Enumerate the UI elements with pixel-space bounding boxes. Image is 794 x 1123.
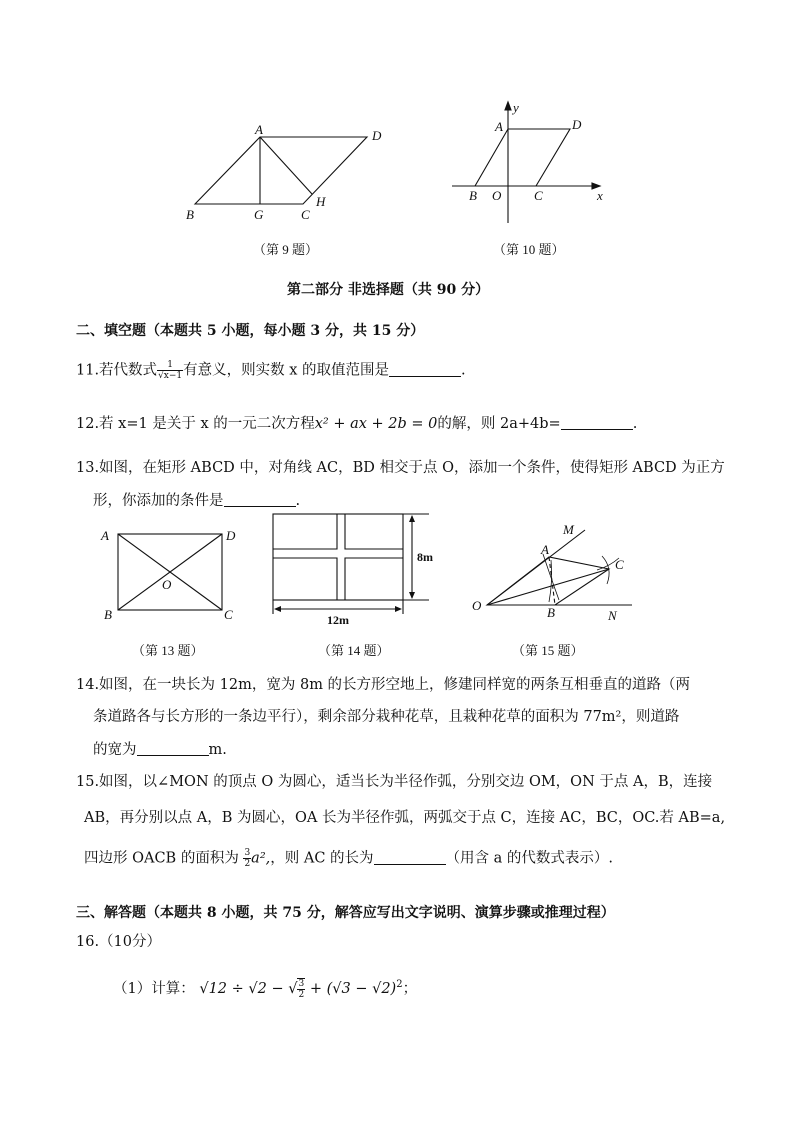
fig10-label-x: x: [597, 188, 603, 203]
q12-prefix: 12.若 x=1 是关于 x 的一元二次方程: [76, 416, 315, 432]
arrow-down: [409, 592, 415, 599]
fig15-label-b: B: [547, 605, 555, 620]
question-11: [76, 360, 466, 381]
figure-9-drawing: [175, 118, 395, 228]
fig10-label-d: D: [572, 117, 582, 132]
figure-14: [265, 508, 445, 633]
parallelogram-abcd: [475, 129, 570, 186]
q11-frac-denominator: √x−1: [158, 371, 183, 381]
q12-equation: x² + ax + 2b = 0: [314, 416, 438, 432]
q13-line2-prefix: 形，你添加的条件是: [93, 493, 224, 509]
arrow-right: [395, 606, 402, 612]
q15-line3-prefix: 四边形 OACB 的面积为: [84, 850, 239, 867]
construction-arcs-ab: [543, 554, 559, 602]
figure-13-caption: （第 13 题）: [132, 643, 204, 658]
q15-area-numerator: 3: [244, 848, 251, 858]
q16-expression-b: + (√3 − √2): [309, 980, 397, 997]
q13-end: .: [295, 493, 301, 509]
q12-end: .: [632, 416, 638, 432]
arrow-left: [274, 606, 281, 612]
parallelogram-abcd: [195, 137, 367, 204]
q16-expression-end: ；: [402, 980, 418, 997]
fig14-height-label: 8m: [417, 550, 433, 564]
q11-suffix: 有意义，则实数 x 的取值范围是: [183, 362, 390, 379]
q15-answer-blank[interactable]: [374, 850, 446, 865]
fig15-label-o: O: [472, 598, 482, 613]
q16-sqrt-fraction: [288, 978, 305, 1000]
q11-answer-blank[interactable]: [389, 362, 461, 377]
fig15-label-m: M: [563, 522, 574, 537]
fig9-label-a: A: [255, 122, 263, 137]
q12-suffix: 的解，则 2a+4b=: [437, 416, 561, 432]
fig15-label-n: N: [608, 608, 617, 623]
figure-14-drawing: [265, 508, 445, 633]
q16-part1-label: （1）计算：: [113, 980, 195, 997]
fig10-label-o: O: [492, 188, 502, 203]
figure-13-drawing: [95, 522, 245, 627]
question-15-line-3: [84, 848, 613, 869]
fig13-label-b: B: [104, 607, 112, 622]
quadrilateral-oacb: [487, 557, 609, 605]
fig13-label-d: D: [226, 528, 236, 543]
fig15-label-c: C: [615, 557, 624, 572]
figure-15: [467, 518, 637, 630]
question-15-line-2: AB，再分别以点 A，B 为圆心，OA 长为半径作弧，两弧交于点 C，连接 AC，BC，OC.若 AB=a,: [84, 810, 726, 826]
fig13-label-o: O: [162, 577, 172, 592]
q16-sqrt-frac: [297, 978, 305, 1000]
figure-9: [175, 118, 395, 228]
q11-frac-numerator: 1: [157, 360, 183, 371]
fig10-label-a: A: [495, 119, 503, 134]
segment-ah: [260, 137, 312, 194]
section-3-heading: 三、解答题（本题共 8 小题，共 75 分，解答应写出文字说明、演算步骤或推理过程）: [76, 905, 615, 921]
fig10-label-c: C: [534, 188, 543, 203]
field-rectangle: [273, 514, 403, 600]
fig9-label-g: G: [254, 207, 264, 222]
fig14-width-label: 12m: [327, 613, 349, 627]
fig15-label-a: A: [541, 542, 549, 557]
fig9-label-d: D: [372, 128, 382, 143]
segment-oc: [487, 569, 609, 605]
q14-line3-prefix: 的宽为: [93, 742, 137, 758]
q16-sqrt-frac-denominator: 2: [298, 989, 305, 1000]
q15-area-fraction: [243, 848, 251, 869]
crossing-roads: [273, 514, 403, 600]
q11-end: .: [461, 362, 466, 379]
q11-fraction: [157, 360, 183, 381]
question-16-title: 16.（10分）: [76, 934, 162, 950]
fig10-label-b: B: [469, 188, 477, 203]
part-two-title: 第二部分 非选择题（共 90 分）: [287, 282, 490, 298]
q12-answer-blank[interactable]: [561, 415, 633, 430]
fig9-label-c: C: [301, 207, 310, 222]
fig9-label-h: H: [316, 194, 326, 209]
q11-prefix: 11.若代数式: [76, 362, 158, 379]
q15-line3-suffix: （用含 a 的代数式表示）.: [445, 850, 614, 867]
question-14-line-3: [93, 740, 227, 760]
figure-14-caption: （第 14 题）: [318, 643, 390, 658]
question-15-line-1: 15.如图，以∠MON 的顶点 O 为圆心，适当长为半径作弧，分别交边 OM，ON 于点 A，B，连接: [76, 774, 713, 790]
q16-sqrt-frac-numerator: 3: [298, 978, 305, 989]
q16-expression-a: √12 ÷ √2 −: [199, 980, 284, 997]
figure-9-caption: （第 9 题）: [253, 242, 319, 257]
q14-answer-blank[interactable]: [137, 741, 209, 756]
figure-15-caption: （第 15 题）: [512, 643, 584, 658]
q15-line3-mid: ，则 AC 的长为: [270, 850, 374, 867]
figure-13: [95, 522, 245, 627]
fig9-label-b: B: [186, 207, 194, 222]
q15-area-denominator: 2: [244, 859, 251, 869]
fig13-label-c: C: [224, 607, 233, 622]
sqrt-icon: √: [288, 980, 298, 997]
question-12: [76, 414, 637, 434]
q15-area-expression: a²,: [251, 850, 271, 867]
figure-10-drawing: [450, 98, 615, 228]
question-16-part-1: [113, 975, 417, 1000]
q14-line3-suffix: m.: [208, 742, 227, 758]
fig10-label-y: y: [513, 100, 519, 115]
arrow-up: [409, 515, 415, 522]
section-2-heading: 二、填空题（本题共 5 小题，每小题 3 分，共 15 分）: [76, 323, 425, 339]
y-axis-arrow: [505, 102, 511, 110]
figure-10-caption: （第 10 题）: [493, 242, 565, 257]
fig13-label-a: A: [101, 528, 109, 543]
question-13-line-1: 13.如图，在矩形 ABCD 中，对角线 AC，BD 相交于点 O，添加一个条件，使得矩形 ABCD 为正方: [76, 460, 725, 476]
figure-10: [450, 98, 615, 228]
figure-15-drawing: [467, 518, 637, 630]
question-14-line-2: 条道路各与长方形的一条边平行），剩余部分栽种花草，且栽种花草的面积为 77m²，则道路: [93, 709, 680, 725]
q13-answer-blank[interactable]: [224, 492, 296, 507]
q16-exponent: 2: [396, 979, 403, 990]
question-14-line-1: 14.如图，在一块长为 12m，宽为 8m 的长方形空地上，修建同样宽的两条互相垂直的道路（两: [76, 677, 691, 693]
